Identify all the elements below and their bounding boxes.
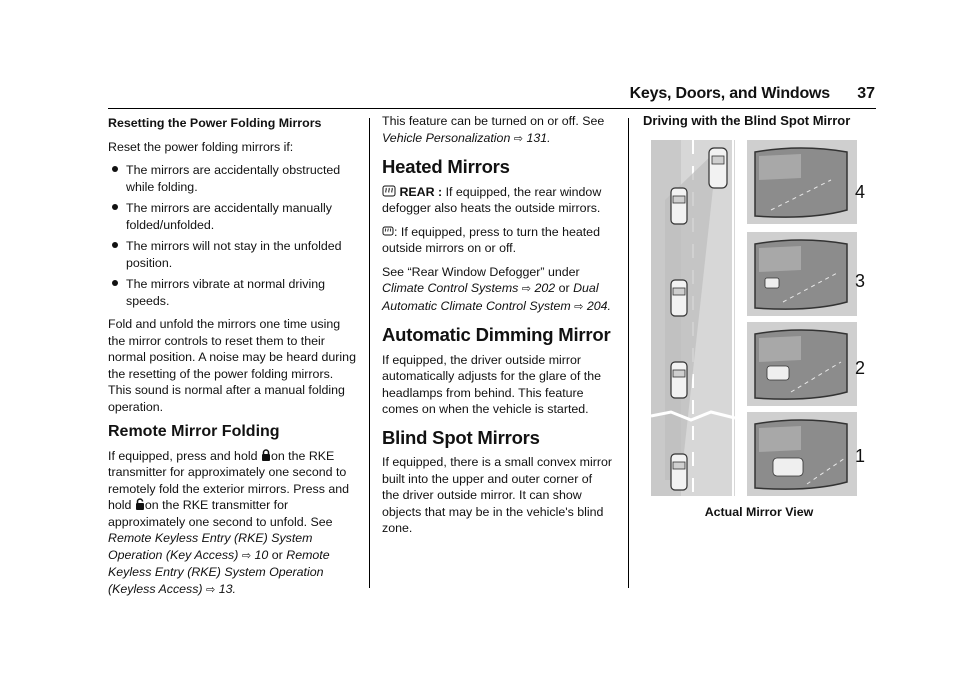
personalization-paragraph: This feature can be turned on or off. See Vehicle Personalization ⇨ 131.: [382, 114, 605, 145]
mirror-view-2: [747, 322, 857, 406]
ref-arrow-icon: ⇨: [513, 132, 524, 145]
bullet-icon: [112, 280, 118, 286]
column-3: [643, 113, 879, 520]
reset-paragraph: Fold and unfold the mirrors one time using the mirror controls to reset them to their normal position. A noise may be heard during the resetting of the power folding mirrors. This sound is normal after a manual folding operation.: [108, 317, 356, 414]
resetting-heading: Resetting the Power Folding Mirrors: [108, 116, 322, 130]
reference-page[interactable]: 204: [586, 298, 608, 313]
ref-arrow-icon: ⇨: [521, 283, 532, 295]
reference-link[interactable]: Dual Automatic Climate Control System: [382, 281, 599, 313]
driving-blind-spot-heading: Driving with the Blind Spot Mirror: [643, 113, 851, 128]
mirror-view-4: [747, 140, 857, 224]
remote-folding-paragraph: If equipped, press and hold on the RKE transmitter for approximately one second to remotely fold the exterior mirrors. Press and hold on the RKE transmitter for approximately one second to unfold. See Remote Keyless Entry (RKE) System Operation (Key Access) ⇨ 10 or Remote Keyless Entry (RKE) System Operation (Keyless Access) ⇨ 13.: [108, 448, 350, 596]
heated-mirror-icon: [382, 225, 394, 237]
resetting-bullet-list: [108, 162, 356, 309]
mirror-view-3: [747, 232, 857, 316]
header-rule: [108, 108, 876, 109]
page-number: 37: [857, 85, 875, 102]
rear-defog-icon: [382, 185, 396, 197]
remote-folding-heading: Remote Mirror Folding: [108, 423, 280, 440]
column-divider: [369, 118, 370, 588]
bullet-icon: [112, 166, 118, 172]
ref-arrow-icon: ⇨: [241, 549, 252, 562]
reference-link[interactable]: Remote Keyless Entry (RKE) System Operation (Keyless Access): [108, 547, 330, 596]
auto-dimming-paragraph: If equipped, the driver outside mirror automatically adjusts for the glare of the headlamps from behind. This feature comes on when the vehicle is started.: [382, 352, 602, 416]
blind-spot-figure: [651, 140, 865, 496]
view-number-label: 3: [854, 270, 865, 291]
bullet-icon: [112, 242, 118, 248]
figure-caption: Actual Mirror View: [704, 504, 814, 519]
unlock-icon: [135, 498, 145, 510]
view-number-label: 4: [854, 181, 865, 202]
resetting-intro: Reset the power folding mirrors if:: [108, 139, 294, 154]
rear-defog-paragraph: REAR : If equipped, the rear window defogger also heats the outside mirrors.: [382, 184, 602, 215]
list-item: The mirrors will not stay in the unfolded position.: [108, 238, 356, 271]
auto-dimming-heading: Automatic Dimming Mirror: [382, 324, 611, 345]
reference-link[interactable]: Remote Keyless Entry (RKE) System Operation (Key Access): [108, 531, 313, 562]
rear-label: REAR :: [399, 184, 443, 199]
column-1: [108, 113, 356, 605]
view-number-label: 2: [854, 357, 865, 378]
reference-page[interactable]: 13: [218, 581, 233, 596]
section-title: Keys, Doors, and Windows: [629, 85, 830, 102]
mirror-view-1: [747, 412, 857, 496]
blind-spot-illustration: [651, 140, 865, 496]
list-item: The mirrors are accidentally obstructed while folding.: [108, 162, 356, 195]
defogger-reference-paragraph: See “Rear Window Defogger” under Climate Control Systems ⇨ 202 or Dual Automatic Climate Control System ⇨ 204.: [382, 264, 611, 313]
list-item: The mirrors are accidentally manually folded/unfolded.: [108, 200, 356, 233]
view-number-label: 1: [854, 445, 865, 466]
heated-mirrors-heading: Heated Mirrors: [382, 156, 510, 177]
reference-link[interactable]: Climate Control Systems: [382, 281, 519, 295]
blind-spot-heading: Blind Spot Mirrors: [382, 426, 540, 448]
heated-mirror-paragraph: : If equipped, press to turn the heated outside mirrors on or off.: [382, 224, 600, 255]
blind-spot-paragraph: If equipped, there is a small convex mirror built into the upper and outer corner of the driver outside mirror. It can show objects that may be in the vehicle's blind zone.: [382, 455, 613, 535]
reference-link[interactable]: Vehicle Personalization: [382, 130, 511, 145]
ref-arrow-icon: ⇨: [574, 300, 584, 313]
lock-icon: [261, 449, 271, 461]
reference-page[interactable]: 10: [254, 547, 269, 562]
column-divider: [628, 118, 629, 588]
ref-arrow-icon: ⇨: [206, 583, 216, 596]
list-item: The mirrors vibrate at normal driving speeds.: [108, 276, 356, 309]
reference-page[interactable]: 202: [534, 281, 556, 295]
reference-page[interactable]: 131: [526, 130, 548, 145]
column-2: [382, 113, 612, 544]
road-diagram: [651, 140, 735, 496]
bullet-icon: [112, 204, 118, 210]
